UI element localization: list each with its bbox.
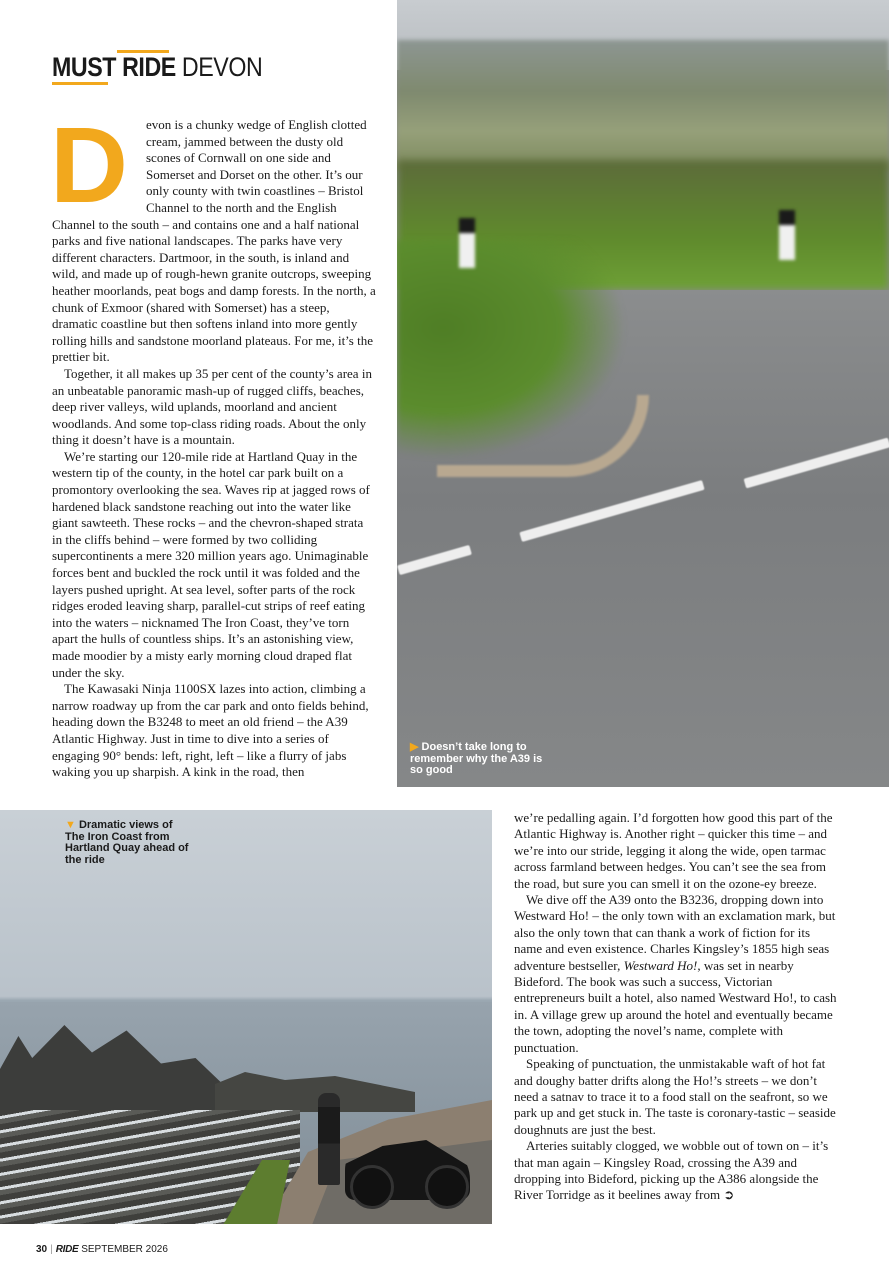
road-photo-caption [410, 742, 550, 777]
section-header [52, 50, 372, 90]
paragraph: The Kawasaki Ninja 1100SX lazes into action, climbing a narrow roadway up from the car park and onto fields behind, heading down the B3248 to meet an old friend – the A39 Atlantic Highway. Just in time to dive into a series of engaging 90° bends: left, right, left – like a flurry of jabs waking you up sharpish. A kink in the road, then [52, 681, 369, 780]
footer-separator: | [50, 1244, 53, 1255]
rider [318, 1093, 340, 1185]
issue-date: SEPTEMBER 2026 [78, 1244, 168, 1255]
road-post [459, 218, 475, 268]
page-number: 30 [36, 1244, 48, 1255]
caption-text: Doesn’t take long to remember why the A39 is so good [410, 741, 543, 776]
paragraph: evon is a chunky wedge of English clotted cream, jammed between the dusty old scones of Cornwall on one side and Somerset and Dorset on the other. It’s our only county with twin coastlines – Bristol Channel to the north and the English Channel to the south – and contains one and a half national parks and five national landscapes. The parks have very different characters. Dartmoor, in the south, is inland and wild, and made up of rough-hewn granite outcrops, sweeping heather moorlands, peat bogs and damp forests. In the north, a chunk of Exmoor (shared with Somerset) has a steep, dramatic coastline but then softens inland into more gently rolling hills and sandstone moorland plateaus. For me, it’s the prettier bit. [52, 117, 376, 365]
caption-marker-icon: ▶ [410, 741, 419, 753]
page-title [52, 52, 262, 82]
article-column-2 [514, 810, 838, 1204]
caption-marker-icon: ▼ [65, 819, 76, 831]
magazine-logo: RIDE [55, 1244, 79, 1255]
bike-wheel [425, 1165, 469, 1209]
coast-photo-caption [65, 820, 195, 866]
continue-arrow-icon: ➲ [723, 1187, 735, 1203]
drop-cap: D [50, 104, 128, 225]
title-bold: MUST RIDE [52, 52, 176, 82]
coast-photo [0, 810, 492, 1224]
road-photo [397, 0, 889, 787]
paragraph: we’re pedalling again. I’d forgotten how good this part of the Atlantic Highway is. Another right – quicker this time – and we’re into our stride, legging it along the wide, open tarmac across farmland between hedges. You can’t see the sea from the road, but sure you can smell it on the ozone-ey breeze. [514, 810, 833, 891]
paragraph: We dive off the A39 onto the B3236, dropping down into Westward Ho! – the only town with an exclamation mark, but also the only town that can thank a work of fiction for its name and even existence. Charles Kingsley’s 1855 high seas adventure bestseller, Westward Ho!, was set in nearby Bideford. The book was such a success, Victorian entrepreneurs built a hotel, also named Westward Ho!, to cash in. A village grew up around the hotel and eventually became the town, adopting the novel’s name, complete with punctuation. [514, 892, 837, 1055]
article-column-1 [50, 104, 376, 781]
paragraph: We’re starting our 120-mile ride at Hartland Quay in the western tip of the county, in the hotel car park built on a promontory overlooking the sea. Waves rip at jagged rows of hardened black sandstone reaching out into the water like giant sawteeth. These rocks – and the chevron-shaped strata in the cliffs behind – were formed by two colliding supercontinents a mere 320 million years ago. Unimaginable forces bent and buckled the rock until it was folded and the layers pushed upright. At sea level, softer parts of the rock ridges eroded leaving sharp, parallel-cut strips of reef eating into the waters – nicknamed The Iron Coast, they’ve torn apart the hulls of countless ships. It’s an astonishing view, made moodier by a misty early morning cloud draped flat under the sky. [52, 448, 370, 680]
header-underline [52, 82, 108, 85]
road-post [779, 210, 795, 260]
paragraph: Arteries suitably clogged, we wobble out of town on – it’s that man again – Kingsley Road, crossing the A39 and dropping into Bideford, picking up the A386 alongside the River Torridge as it beelines away from ➲ [514, 1138, 829, 1203]
caption-text: Dramatic views of The Iron Coast from Hartland Quay ahead of the ride [65, 819, 189, 866]
bike-wheel [350, 1165, 394, 1209]
title-light: DEVON [175, 52, 263, 82]
paragraph: Together, it all makes up 35 per cent of the county’s area in an unbeatable panoramic mash-up of rugged cliffs, beaches, deep river valleys, wild uplands, moorland and ancient woodlands. And some top-class riding roads. About the only thing it doesn’t have is a mountain. [52, 365, 372, 448]
book-title: Westward Ho! [623, 957, 698, 973]
page-footer [36, 1244, 168, 1256]
paragraph: Speaking of punctuation, the unmistakable waft of hot fat and doughy batter drifts along the Ho!’s streets – we don’t need a satnav to trace it to a food stall on the seafront, so we park up and get stuck in. The taste is coronary-tastic – seaside doughnuts are just the best. [514, 1056, 836, 1137]
